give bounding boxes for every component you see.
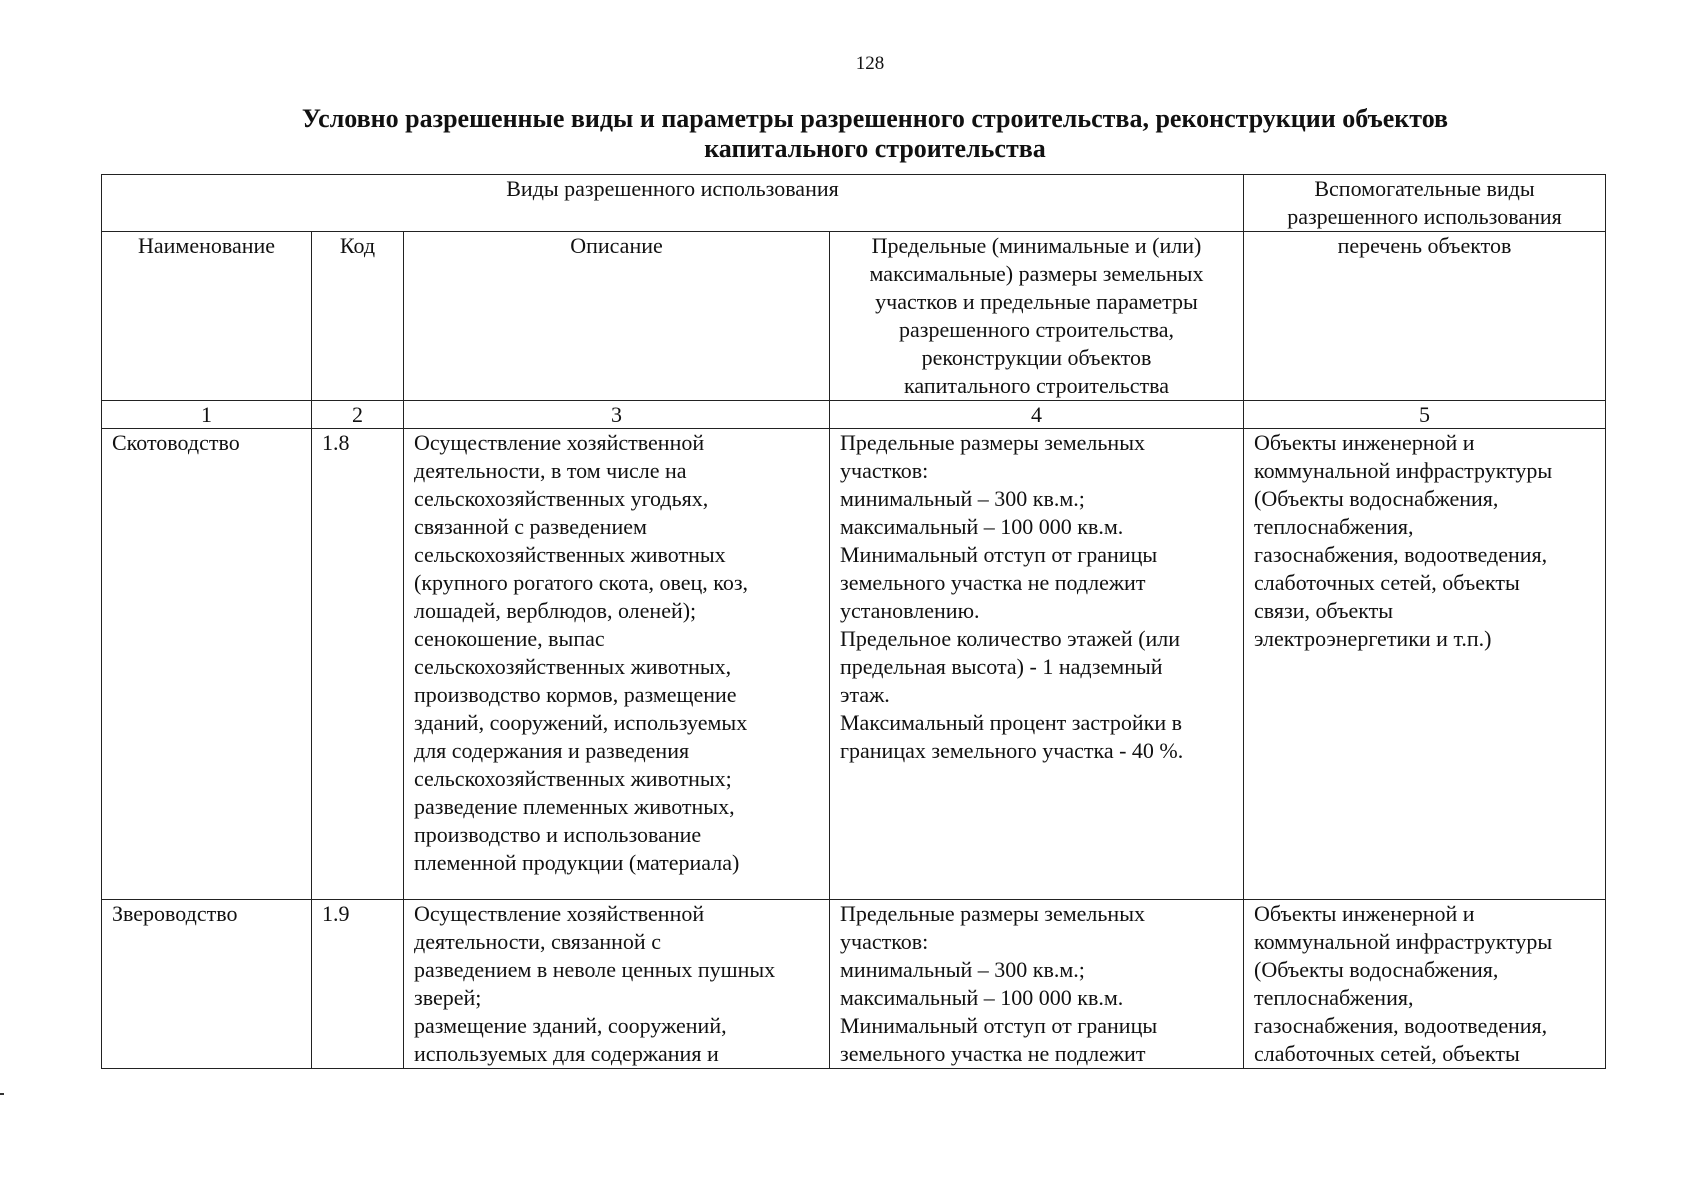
text-line: минимальный – 300 кв.м.; [840,957,1085,982]
text-line: используемых для содержания и [414,1041,719,1066]
text-line: связи, объекты [1254,598,1394,623]
scan-margin-mark [0,1093,4,1095]
header-description: Описание [404,232,830,401]
text-line: предельная высота) - 1 надземный [840,654,1163,679]
header-parameters-line: капитального строительства [903,373,1170,398]
header-parameters-line: максимальные) размеры земельных [869,261,1204,286]
page-number: 128 [855,53,885,74]
text-line: (крупного рогатого скота, овец, коз, [414,570,749,595]
text-line: границах земельного участка - 40 %. [840,738,1184,763]
row-parameters-cell [830,900,1244,1069]
text-line: Предельные размеры земельных [840,430,1145,455]
row-name-cell: Звероводство [102,900,312,1069]
row-name-cell: Скотоводство [102,429,312,900]
column-number: 1 [102,401,312,429]
column-number: 5 [1244,401,1606,429]
row-code-cell: 1.8 [312,429,404,900]
text-line: теплоснабжения, [1254,514,1414,539]
row-description-cell [404,429,830,900]
text-line: земельного участка не подлежит [840,1041,1146,1066]
header-permitted-uses: Виды разрешенного использования [102,175,1244,232]
text-line: участков: [840,458,929,483]
text-line: сельскохозяйственных животных, [414,654,732,679]
header-name: Наименование [102,232,312,401]
header-parameters [830,232,1244,401]
text-line: (Объекты водоснабжения, [1254,957,1499,982]
text-line: максимальный – 100 000 кв.м. [840,514,1124,539]
text-line: коммунальной инфраструктуры [1254,929,1553,954]
text-line: Предельные размеры земельных [840,901,1145,926]
column-number: 4 [830,401,1244,429]
column-number-row [102,401,1606,429]
row-code-cell: 1.9 [312,900,404,1069]
group-header-row [102,175,1606,232]
header-object-list: перечень объектов [1244,232,1606,401]
text-line: связанной с разведением [414,514,647,539]
row-auxiliary-cell [1244,429,1606,900]
text-line: газоснабжения, водоотведения, [1254,542,1548,567]
text-line: Осуществление хозяйственной [414,901,705,926]
column-number: 2 [312,401,404,429]
zoning-table [101,174,1606,1069]
text-line: этаж. [840,682,890,707]
text-line: Минимальный отступ от границы [840,1013,1158,1038]
text-line: разведением в неволе ценных пушных [414,957,776,982]
row-description-cell [404,900,830,1069]
text-line: производство кормов, размещение [414,682,737,707]
header-parameters-line: разрешенного строительства, [899,317,1174,342]
text-line: разведение племенных животных, [414,794,735,819]
text-line: сенокошение, выпас [414,626,605,651]
text-line: Предельное количество этажей (или [840,626,1181,651]
text-line: установлению. [840,598,980,623]
text-line: Объекты инженерной и [1254,901,1475,926]
header-auxiliary-line: Вспомогательные виды [1314,176,1535,201]
text-line: участков: [840,929,929,954]
table-row [102,900,1606,1069]
text-line: для содержания и разведения [414,738,690,763]
header-auxiliary-uses [1244,175,1606,232]
text-line: коммунальной инфраструктуры [1254,458,1553,483]
header-parameters-line: реконструкции объектов [921,345,1152,370]
header-parameters-line: участков и предельные параметры [875,289,1198,314]
text-line: слаботочных сетей, объекты [1254,1041,1520,1066]
header-parameters-line: Предельные (минимальные и (или) [871,233,1202,258]
text-line: лошадей, верблюдов, оленей); [414,598,697,623]
text-line: слаботочных сетей, объекты [1254,570,1520,595]
title-line: Условно разрешенные виды и параметры разрешенного строительства, реконструкции объектов [301,104,1449,133]
text-line: размещение зданий, сооружений, [414,1013,727,1038]
text-line: земельного участка не подлежит [840,570,1146,595]
text-line: производство и использование [414,822,702,847]
document-title [190,104,1560,164]
text-line: сельскохозяйственных животных; [414,766,732,791]
text-line: зданий, сооружений, используемых [414,710,748,735]
text-line: (Объекты водоснабжения, [1254,486,1499,511]
text-line: Максимальный процент застройки в [840,710,1182,735]
table-row [102,429,1606,900]
text-line: Объекты инженерной и [1254,430,1475,455]
title-line: капитального строительства [704,134,1046,163]
text-line: Осуществление хозяйственной [414,430,705,455]
text-line: максимальный – 100 000 кв.м. [840,985,1124,1010]
text-line: племенной продукции (материала) [414,850,740,875]
text-line: минимальный – 300 кв.м.; [840,486,1085,511]
text-line: электроэнергетики и т.п.) [1254,626,1492,651]
text-line: деятельности, в том числе на [414,458,687,483]
row-parameters-cell [830,429,1244,900]
row-auxiliary-cell [1244,900,1606,1069]
text-line: газоснабжения, водоотведения, [1254,1013,1548,1038]
column-header-row [102,232,1606,401]
text-line: зверей; [414,985,482,1010]
text-line: теплоснабжения, [1254,985,1414,1010]
column-number: 3 [404,401,830,429]
header-code: Код [312,232,404,401]
text-line: сельскохозяйственных угодьях, [414,486,709,511]
header-auxiliary-line: разрешенного использования [1287,204,1562,229]
text-line: сельскохозяйственных животных [414,542,726,567]
text-line: Минимальный отступ от границы [840,542,1158,567]
text-line: деятельности, связанной с [414,929,661,954]
